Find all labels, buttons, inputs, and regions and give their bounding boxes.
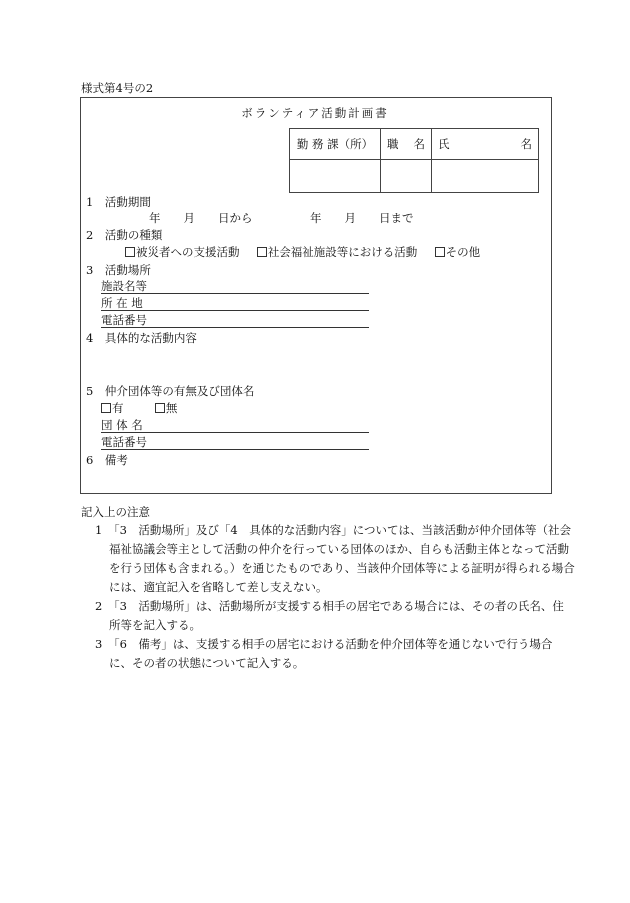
notes-heading: 記入上の注意 <box>81 505 150 519</box>
organization-name-field[interactable]: 団 体 名 <box>101 418 369 433</box>
address-field[interactable]: 所 在 地 <box>101 296 369 311</box>
note-2: 2 「3 活動場所」は、活動場所が支援する相手の居宅である場合には、その者の氏名、住所等を記入する。 <box>95 599 564 632</box>
intermediary-options <box>101 401 177 415</box>
remarks-area[interactable] <box>101 469 521 489</box>
note-3: 3 「6 備考」は、支援する相手の居宅における活動を仲介団体等を通じないで行う場合に、その者の状態について記入する。 <box>95 637 553 670</box>
option-disaster-support[interactable]: 被災者への支援活動 <box>125 245 240 259</box>
facility-name-field[interactable]: 施設名等 <box>101 279 369 294</box>
name-header: 氏 名 <box>432 129 539 160</box>
note-1: 1 「3 活動場所」及び「4 具体的な活動内容」については、当該活動が仲介団体等（社会福祉協議会等主として活動の仲介を行っている団体のほか、自らも活動主体となって活動を行う団体も含まれる。）を通じたものであり、当該仲介団体等による証明が得られる場合には、適宜記入を省略して差し支えない。 <box>95 523 575 594</box>
section-1-label: 1 活動期間 <box>86 195 151 209</box>
option-welfare-facility[interactable]: 社会福祉施設等における活動 <box>257 245 418 259</box>
option-no[interactable]: 無 <box>155 401 178 415</box>
checkbox-icon[interactable] <box>101 403 111 413</box>
job-title-field[interactable] <box>381 160 432 193</box>
dept-header: 勤 務 課（所） <box>290 129 381 160</box>
form-title: ボランティア活動計画書 <box>241 106 389 120</box>
checkbox-icon[interactable] <box>257 247 267 257</box>
section-2-label: 2 活動の種類 <box>86 228 163 242</box>
activity-type-options <box>125 245 480 259</box>
option-yes[interactable]: 有 <box>101 401 124 415</box>
activity-details-area[interactable] <box>101 347 521 379</box>
staff-info-table <box>289 128 539 193</box>
section-5-label: 5 仲介団体等の有無及び団体名 <box>86 384 255 398</box>
dept-field[interactable] <box>290 160 381 193</box>
section-3-label: 3 活動場所 <box>86 263 151 277</box>
organization-phone-field[interactable]: 電話番号 <box>101 435 369 450</box>
checkbox-icon[interactable] <box>435 247 445 257</box>
option-other[interactable]: その他 <box>435 245 481 259</box>
section-4-label: 4 具体的な活動内容 <box>86 331 197 345</box>
section-6-label: 6 備考 <box>86 453 128 467</box>
form-number: 様式第4号の2 <box>81 81 154 95</box>
job-title-header: 職 名 <box>381 129 432 160</box>
activity-period-line[interactable]: 年 月 日から 年 月 日まで <box>149 211 414 225</box>
phone-field[interactable]: 電話番号 <box>101 313 369 328</box>
name-field[interactable] <box>432 160 539 193</box>
checkbox-icon[interactable] <box>125 247 135 257</box>
checkbox-icon[interactable] <box>155 403 165 413</box>
